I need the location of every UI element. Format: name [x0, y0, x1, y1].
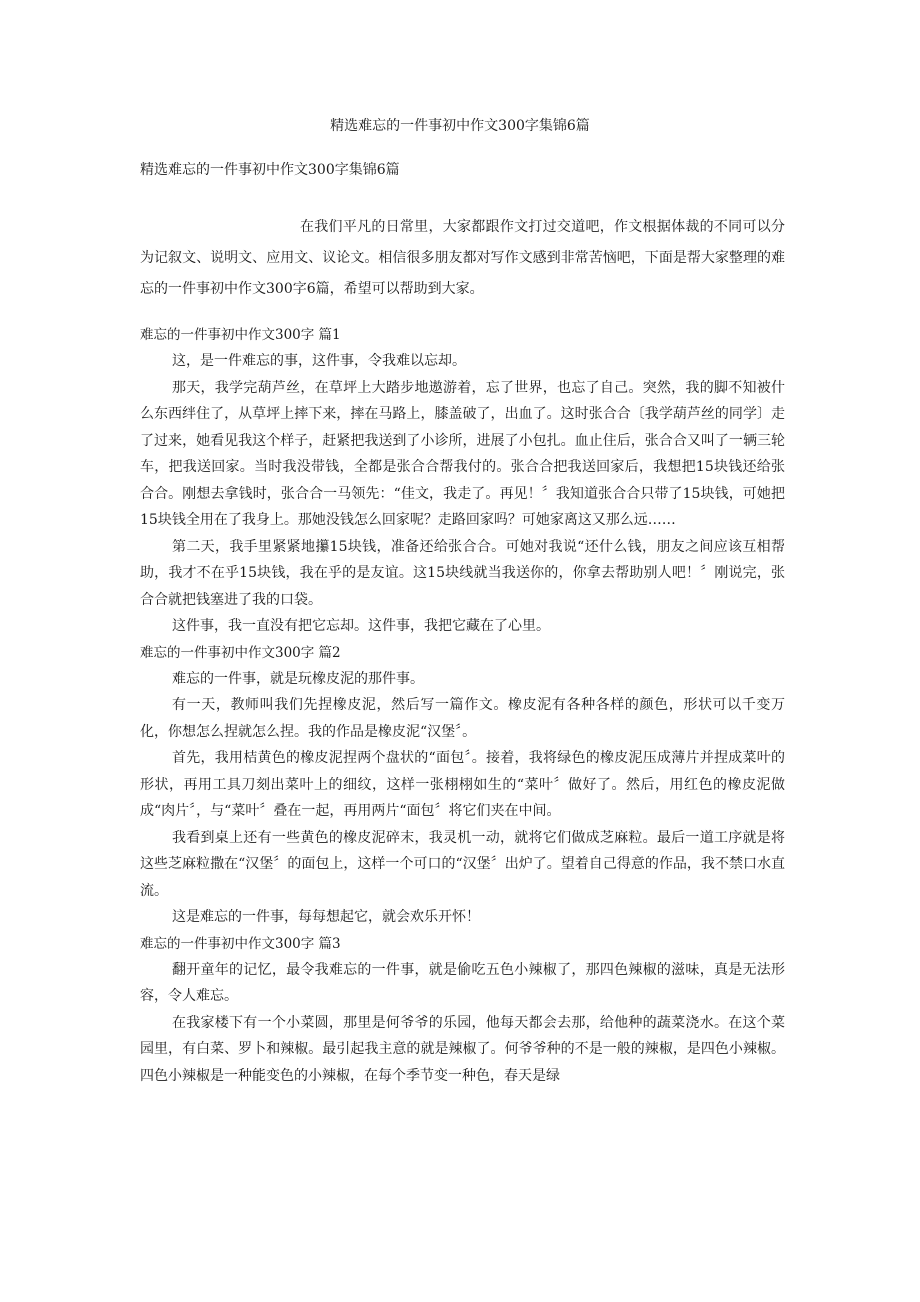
- document-title: 精选难忘的一件事初中作文300字集锦6篇: [330, 118, 590, 134]
- paragraph: 这件事，我一直没有把它忘却。这件事，我把它藏在了心里。: [172, 618, 550, 634]
- paragraph: 有一天，教师叫我们先捏橡皮泥，然后写一篇作文。橡皮泥有各种各样的颜色，形状可以千变万化，你想怎么捏就怎么捏。我的作品是橡皮泥“汉堡〞。: [140, 697, 785, 740]
- paragraph: 首先，我用桔黄色的橡皮泥捏两个盘状的“面包〞。接着，我将绿色的橡皮泥压成薄片并捏成菜叶的形状，再用工具刀刻出菜叶上的细纹，这样一张栩栩如生的“菜叶〞做好了。然后，用红色的橡皮泥做成“肉片〞，与“菜叶〞叠在一起，再用两片“面包〞将它们夹在中间。: [140, 750, 785, 819]
- paragraph: 我看到桌上还有一些黄色的橡皮泥碎末，我灵机一动，就将它们做成芝麻粒。最后一道工序就是将这些芝麻粒撒在“汉堡〞的面包上，这样一个可口的“汉堡〞出炉了。望着自己得意的作品，我不禁口水直流。: [140, 829, 785, 899]
- essay-body: [140, 322, 785, 1089]
- intro-paragraph: 在我们平凡的日常里，大家都跟作文打过交道吧，作文根据体裁的不同可以分为记叙文、说明文、应用文、议论文。相信很多朋友都对写作文感到非常苦恼吧，下面是帮大家整理的难忘的一件事初中作文300字6篇，希望可以帮助到大家。: [140, 219, 785, 297]
- section-heading-2: 难忘的一件事初中作文300字 篇2: [140, 644, 341, 661]
- paragraph: 这是难忘的一件事，每每想起它，就会欢乐开怀！: [172, 909, 480, 925]
- paragraph: 这，是一件难忘的事，这件事，令我难以忘却。: [172, 353, 466, 369]
- paragraph: 那天，我学完葫芦丝，在草坪上大踏步地遨游着，忘了世界，也忘了自己。突然，我的脚不知被什么东西绊住了，从草坪上摔下来，摔在马路上，膝盖破了，出血了。这时张合合〔我学葫芦丝的同学〕走了过来，她看见我这个样子，赶紧把我送到了小诊所，进展了小包扎。血止住后，张合合又叫了一辆三轮车，把我送回家。当时我没带钱，全都是张合合帮我付的。张合合把我送回家后，我想把15块钱还给张合合。刚想去拿钱时，张合合一马领先：“佳文，我走了。再见！〞我知道张合合只带了15块钱，可她把15块钱全用在了我身上。那她没钱怎么回家呢？走路回家吗？可她家离这又那么远……: [140, 379, 785, 528]
- paragraph: 翻开童年的记忆，最令我难忘的一件事，就是偷吃五色小辣椒了，那四色辣椒的滋味，真是无法形容，令人难忘。: [140, 961, 785, 1004]
- document-subtitle: 精选难忘的一件事初中作文300字集锦6篇: [140, 162, 400, 178]
- paragraph: 在我家楼下有一个小菜圆，那里是何爷爷的乐园，他每天都会去那，给他种的蔬菜浇水。在这个菜园里，有白菜、罗卜和辣椒。最引起我主意的就是辣椒了。何爷爷种的不是一般的辣椒，是四色小辣椒。四色小辣椒是一种能变色的小辣椒，在每个季节变一种色，春天是绿: [140, 1014, 785, 1084]
- section-heading-3: 难忘的一件事初中作文300字 篇3: [140, 935, 341, 952]
- paragraph: 难忘的一件事，就是玩橡皮泥的那件事。: [172, 670, 424, 687]
- paragraph: 第二天，我手里紧紧地攥15块钱，准备还给张合合。可她对我说“还什么钱，朋友之间应该互相帮助，我才不在乎15块钱，我在乎的是友谊。这15块线就当我送你的，你拿去帮助别人吧！〞刚说完，张合合就把钱塞进了我的口袋。: [140, 538, 785, 608]
- section-heading-1: 难忘的一件事初中作文300字 篇1: [140, 327, 341, 343]
